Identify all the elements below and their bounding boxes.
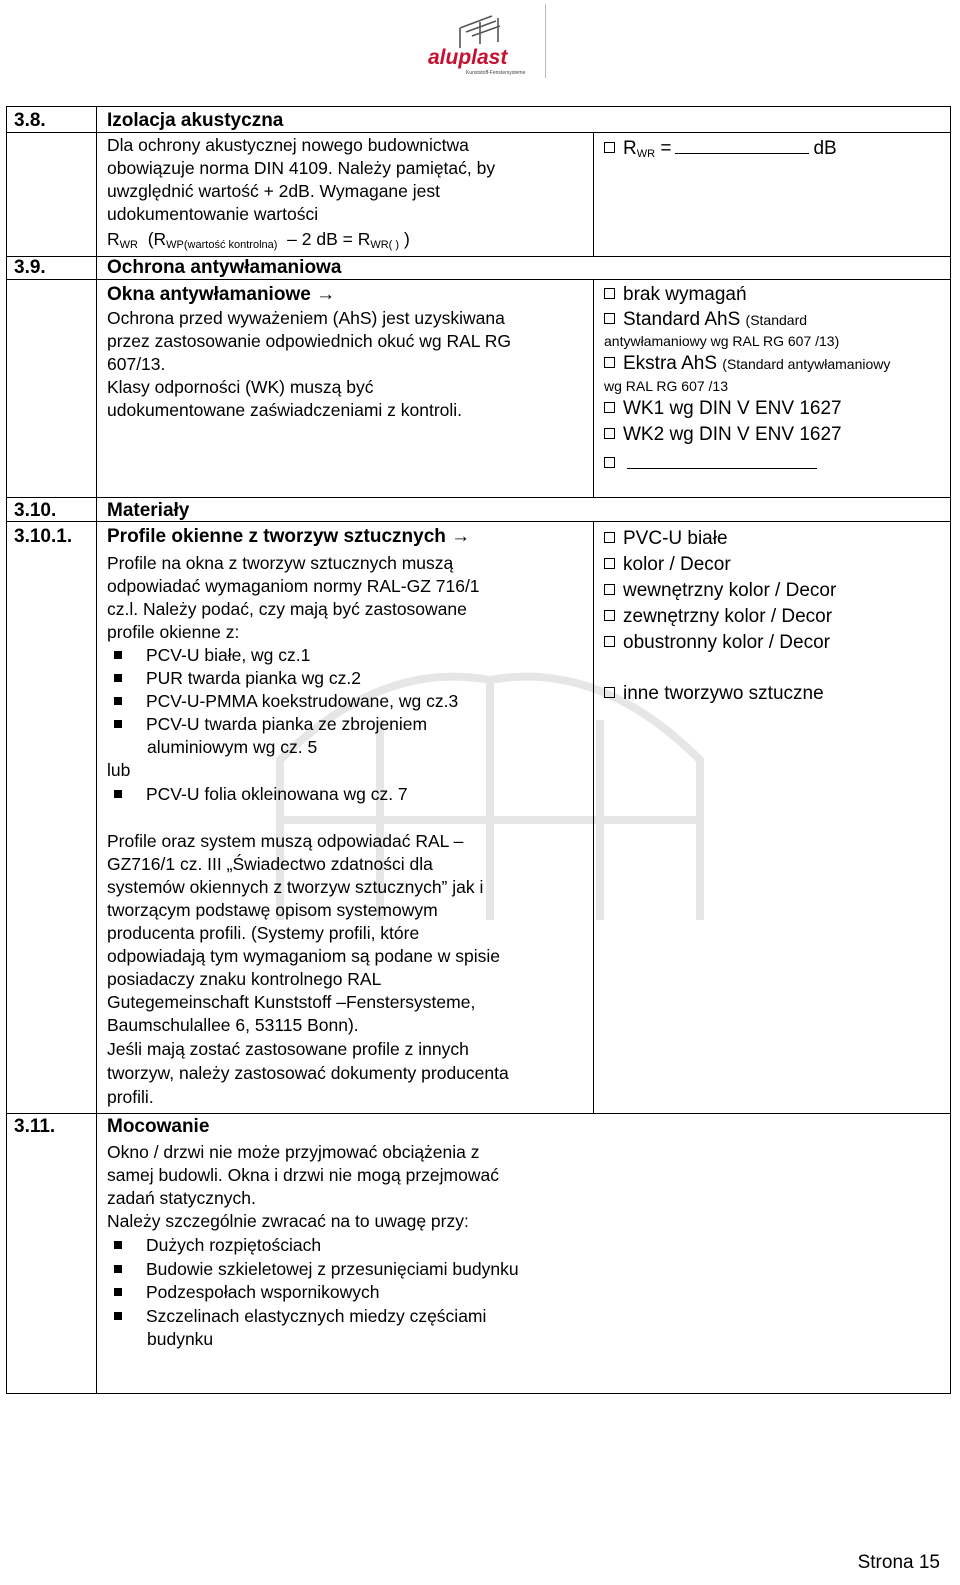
body-line: udokumentowanie wartości xyxy=(107,204,319,224)
section-number: 3.8. xyxy=(14,110,46,131)
para-line: Jeśli mają zostać zastosowane profile z innych xyxy=(107,1039,469,1059)
body-line: uwzględnić wartość + 2dB. Wymagane jest xyxy=(107,181,440,201)
option-no-requirements[interactable] xyxy=(604,283,747,306)
row-divider xyxy=(6,497,951,498)
bullet-square-icon xyxy=(114,651,122,659)
column-divider xyxy=(593,521,594,1113)
option-wk2[interactable] xyxy=(604,423,842,446)
section-number: 3.11. xyxy=(14,1116,56,1137)
option-outer-color[interactable] xyxy=(604,605,832,628)
option-label: PVC-U białe xyxy=(623,528,728,549)
option-label: inne tworzywo sztuczne xyxy=(623,683,824,704)
checkbox-icon[interactable] xyxy=(604,457,615,468)
option-color-decor[interactable] xyxy=(604,553,731,576)
formula-r: R xyxy=(107,229,120,249)
formula-sub: WR xyxy=(119,239,138,251)
para-line: producenta profili. (Systemy profili, które xyxy=(107,923,420,943)
formula-sub: WR( ) xyxy=(370,239,400,251)
checkbox-icon[interactable] xyxy=(604,636,615,647)
option-label: zewnętrzny kolor / Decor xyxy=(623,606,833,627)
option-pvc-white[interactable] xyxy=(604,527,728,550)
para-line: tworzyw, należy zastosować dokumenty producenta xyxy=(107,1063,509,1083)
bullet-square-icon xyxy=(114,790,122,798)
row-divider xyxy=(6,1113,951,1114)
logo-window-icon xyxy=(426,8,546,78)
formula-part: – 2 dB = R xyxy=(287,229,371,249)
body-line: obowiązuje norma DIN 4109. Należy pamiętać, by xyxy=(107,158,496,178)
formula-line xyxy=(107,228,410,257)
body-line: Należy szczególnie zwracać na to uwagę przy: xyxy=(107,1211,469,1231)
row-divider xyxy=(6,132,951,133)
option-other-blank[interactable] xyxy=(604,452,817,475)
section-number: 3.9. xyxy=(14,257,46,278)
checkbox-icon[interactable] xyxy=(604,610,615,621)
list-item: Dużych rozpiętościach xyxy=(107,1234,321,1257)
body-line: Klasy odporności (WK) muszą być xyxy=(107,377,374,397)
column-divider xyxy=(593,279,594,497)
checkbox-icon[interactable] xyxy=(604,142,615,153)
checkbox-icon[interactable] xyxy=(604,584,615,595)
body-line: profile okienne z: xyxy=(107,622,240,642)
para-line: Profile oraz system muszą odpowiadać RAL – xyxy=(107,831,464,851)
column-divider xyxy=(96,106,97,1394)
column-divider xyxy=(593,132,594,256)
bullet-square-icon xyxy=(114,697,122,705)
bullet-square-icon xyxy=(114,1265,122,1273)
para-line: tworzącym podstawę opisom systemowym xyxy=(107,900,438,920)
body-line: Okno / drzwi nie może przyjmować obciążenia z xyxy=(107,1142,480,1162)
list-item: PCV-U folia okleinowana wg cz. 7 xyxy=(107,783,408,806)
list-item: PCV-U białe, wg cz.1 xyxy=(107,644,310,667)
option-wk1[interactable] xyxy=(604,397,842,420)
option-note-line: wg RAL RG 607 /13 xyxy=(604,378,728,394)
option-inner-color[interactable] xyxy=(604,579,836,602)
option-label: kolor / Decor xyxy=(623,554,731,575)
list-item: PUR twarda pianka wg cz.2 xyxy=(107,667,361,690)
option-label: wewnętrzny kolor / Decor xyxy=(623,580,837,601)
blank-line[interactable] xyxy=(627,468,817,469)
option-label: brak wymagań xyxy=(623,284,747,305)
checkbox-icon[interactable] xyxy=(604,288,615,299)
option-label: obustronny kolor / Decor xyxy=(623,632,830,653)
option-other-material[interactable] xyxy=(604,682,824,705)
list-item-continuation: budynku xyxy=(147,1329,214,1349)
rwr-sub: WR xyxy=(636,148,656,160)
page-number: Strona 15 xyxy=(857,1552,940,1573)
list-item: PCV-U twarda pianka ze zbrojeniem xyxy=(107,713,427,736)
section-title: Ochrona antywłamaniowa xyxy=(107,257,342,278)
para-line: Baumschulallee 6, 53115 Bonn). xyxy=(107,1015,359,1035)
checkbox-icon[interactable] xyxy=(604,558,615,569)
logo-divider xyxy=(545,4,546,78)
option-label: WK2 wg DIN V ENV 1627 xyxy=(623,424,842,445)
para-line: systemów okiennych z tworzyw sztucznych” jak i xyxy=(107,877,484,897)
section-title: Mocowanie xyxy=(107,1116,210,1137)
option-both-color[interactable] xyxy=(604,631,830,654)
formula-sub: WP(wartość kontrolna) xyxy=(166,239,278,251)
list-item: Podzespołach wspornikowych xyxy=(107,1281,379,1304)
list-item: Szczelinach elastycznych miedzy częściami xyxy=(107,1305,486,1328)
section-number: 3.10. xyxy=(14,500,57,521)
para-line: posiadaczy znaku kontrolnego RAL xyxy=(107,969,382,989)
body-line: udokumentowane zaświadczeniami z kontroli. xyxy=(107,400,463,420)
option-label: WK1 wg DIN V ENV 1627 xyxy=(623,398,842,419)
option-standard-ahs[interactable] xyxy=(604,308,807,332)
para-line: GZ716/1 cz. III „Świadectwo zdatności dla xyxy=(107,854,433,874)
option-note-line: antywłamaniowy wg RAL RG 607 /13) xyxy=(604,333,840,349)
body-line: przez zastosowanie odpowiednich okuć wg RAL RG xyxy=(107,331,512,351)
section-number: 3.10.1. xyxy=(14,526,73,547)
rwr-unit: dB xyxy=(813,138,837,159)
checkbox-icon[interactable] xyxy=(604,532,615,543)
aluplast-logo xyxy=(426,8,546,78)
checkbox-icon[interactable] xyxy=(604,687,615,698)
rwr-label: R xyxy=(623,138,637,159)
lub-text: lub xyxy=(107,760,131,780)
rwr-field[interactable] xyxy=(604,137,837,166)
rwr-eq: = xyxy=(660,138,672,159)
bullet-square-icon xyxy=(114,1312,122,1320)
option-extra-ahs[interactable] xyxy=(604,352,890,376)
logo-brand-text: aluplast xyxy=(428,46,508,69)
body-line: cz.l. Należy podać, czy mają być zastosowane xyxy=(107,599,467,619)
checkbox-icon[interactable] xyxy=(604,428,615,439)
option-note: (Standard antywłamaniowy xyxy=(722,356,891,372)
rwr-blank-line[interactable] xyxy=(675,153,809,154)
body-line: odpowiadać wymaganiom normy RAL-GZ 716/1 xyxy=(107,576,480,596)
body-line: Dla ochrony akustycznej nowego budownictwa xyxy=(107,135,469,155)
section-title: Materiały xyxy=(107,500,190,521)
bullet-square-icon xyxy=(114,1288,122,1296)
list-item-continuation: aluminiowym wg cz. 5 xyxy=(147,737,318,757)
checkbox-icon[interactable] xyxy=(604,402,615,413)
body-line: zadań statycznych. xyxy=(107,1188,256,1208)
list-item: PCV-U-PMMA koekstrudowane, wg cz.3 xyxy=(107,690,458,713)
body-line: samej budowli. Okna i drzwi nie mogą przejmować xyxy=(107,1165,499,1185)
formula-part: (R xyxy=(147,229,167,249)
checkbox-icon[interactable] xyxy=(604,357,615,368)
subsection-title: Okna antywłamaniowe → xyxy=(107,284,336,305)
para-line: odpowiadają tym wymaganiom są podane w spisie xyxy=(107,946,500,966)
logo-tagline: Kunststoff-Fenstersysteme xyxy=(466,70,526,76)
row-divider xyxy=(6,279,951,280)
body-line: Profile na okna z tworzyw sztucznych muszą xyxy=(107,553,454,573)
body-line: 607/13. xyxy=(107,354,166,374)
section-title: Profile okienne z tworzyw sztucznych → xyxy=(107,526,471,547)
bullet-square-icon xyxy=(114,674,122,682)
para-line: Gutegemeinschaft Kunststoff –Fenstersysteme, xyxy=(107,992,476,1012)
bullet-square-icon xyxy=(114,720,122,728)
list-item: Budowie szkieletowej z przesunięciami budynku xyxy=(107,1258,519,1281)
option-label: Ekstra AhS xyxy=(623,353,717,374)
option-label: Standard AhS xyxy=(623,309,741,330)
option-note: (Standard xyxy=(745,312,808,328)
checkbox-icon[interactable] xyxy=(604,313,615,324)
para-line: profili. xyxy=(107,1087,154,1107)
section-title: Izolacja akustyczna xyxy=(107,110,284,131)
body-line: Ochrona przed wyważeniem (AhS) jest uzyskiwana xyxy=(107,308,505,328)
formula-part: ) xyxy=(403,229,410,249)
bullet-square-icon xyxy=(114,1241,122,1249)
